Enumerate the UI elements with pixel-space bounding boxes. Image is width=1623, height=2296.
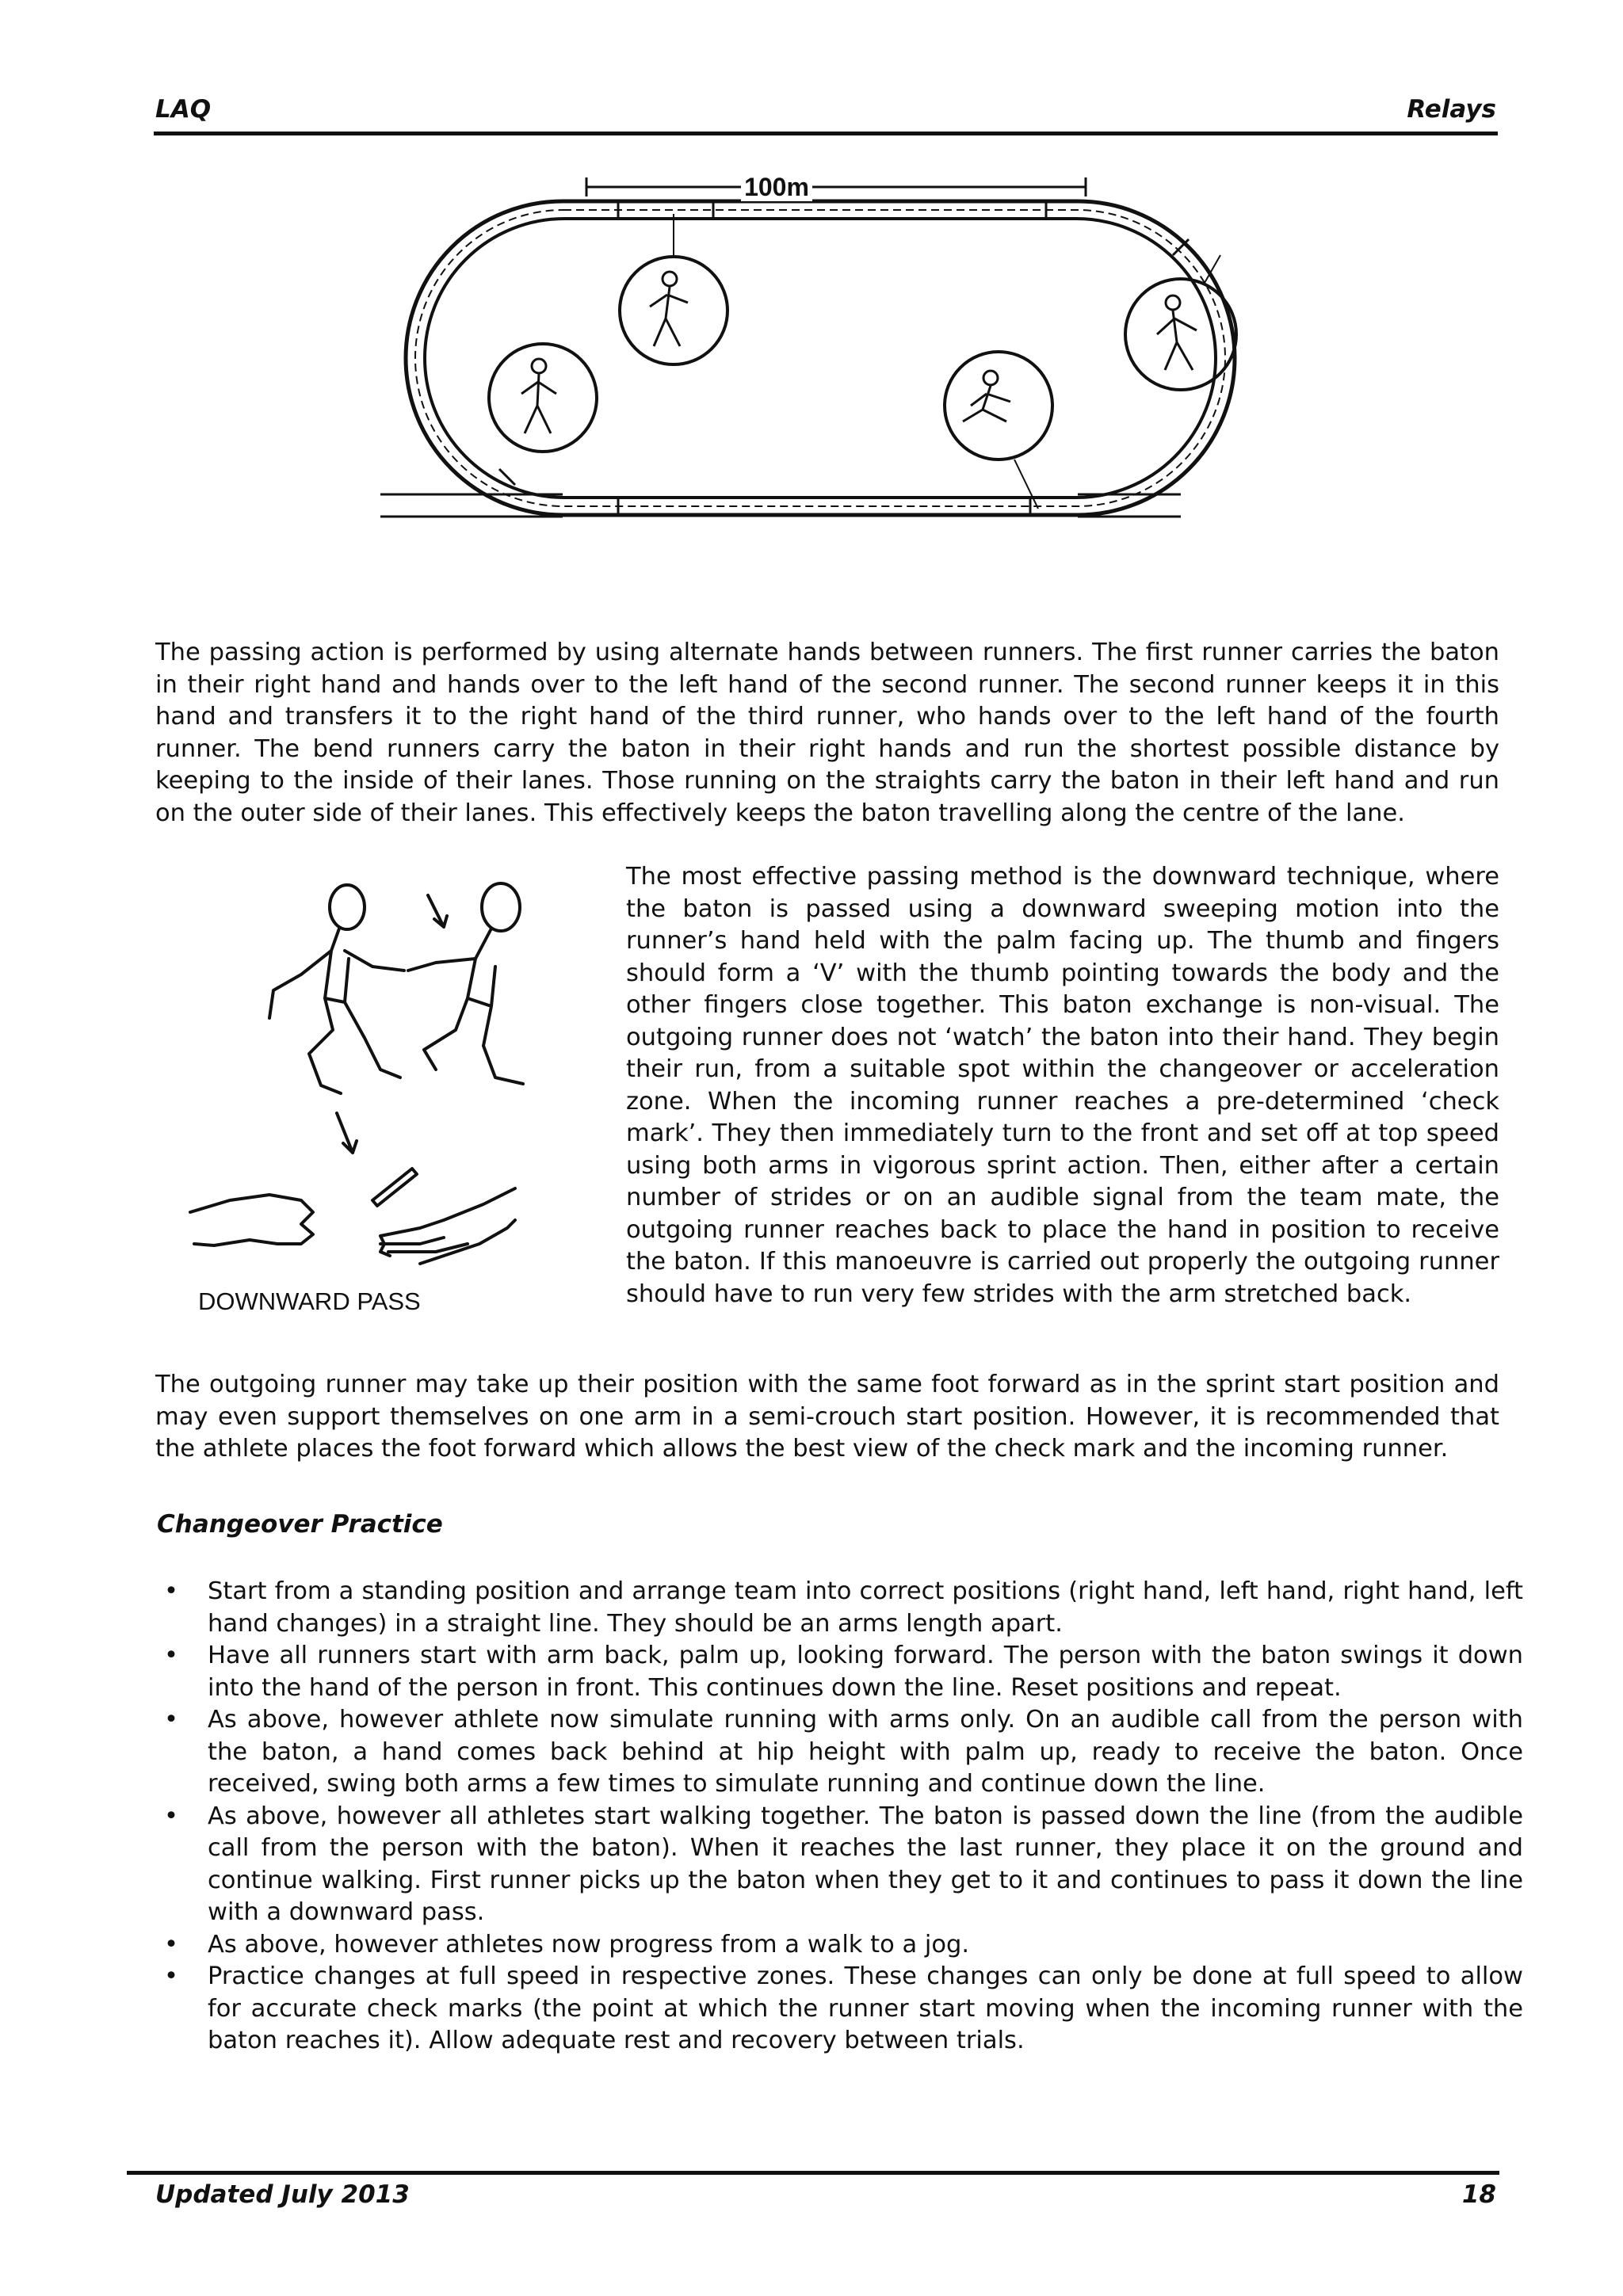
list-item: • As above, however athletes now progress from a walk to a jog. [164, 1930, 970, 1958]
footer-left: Updated July 2013 [155, 2180, 410, 2209]
paragraph-downward-technique: The most effective passing method is the downward technique, where the baton is passed using a downward sweeping motion into the runner’s hand held with the palm facing up. The thumb and fingers should form a ‘V’ with the thumb pointing towards the body and the other fingers close together. This baton exchange is non-visual. The outgoing runner does not ‘watch’ the baton into their hand. They begin their run, from a suitable spot within the changeover or acceleration zone. When the incoming runner reaches a pre-determined ‘check mark’. They then immediately turn to the front and set off at top speed using both arms in vigorous sprint action. Then, either after a certain number of strides or on an audible signal from the team mate, the outgoing runner reaches back to place the hand in position to receive the baton. If this manoeuvre is carried out properly the outgoing runner should have to run very few strides with the arm stretched back. [626, 863, 1499, 1308]
page-number: 18 [1461, 2180, 1496, 2209]
downward-pass-figure [182, 871, 594, 1323]
runner-circle-4 [1125, 279, 1236, 390]
paragraph-passing-action: The passing action is performed by using alternate hands between runners. The first runner carries the baton in their right hand and hands over to the left hand of the second runner. The second runner keeps it in this hand and transfers it to the right hand of the third runner, who hands over to the left hand of the fourth runner. The bend runners carry the baton in their right hands and run the shortest possible distance by keeping to the inside of their lanes. Those running on the straights carry the baton in their left hand and run on the outer side of their lanes. This effectively keeps the baton travelling along the centre of the lane. [155, 639, 1499, 827]
header-right: Relays [1407, 95, 1496, 124]
list-item: • Start from a standing position and arrange team into correct positions (right hand, left hand, right hand, left hand changes) in a straight line. They should be an arms length apart. [164, 1577, 1523, 1638]
paragraph-start-position: The outgoing runner may take up their position with the same foot forward as in the sprint start position and may even support themselves on one arm in a semi-crouch start position. However, it is recommended that the athlete places the foot forward which allows the best view of the check mark and the incoming runner. [155, 1371, 1499, 1463]
header-left: LAQ [155, 95, 212, 124]
list-item: • As above, however athlete now simulate running with arms only. On an audible call from the person with the baton, a hand comes back behind at hip height with palm up, ready to receive the baton. Once received, swing both arms a few times to simulate running and continue down the line. [164, 1706, 1523, 1798]
header-rule [154, 132, 1498, 135]
list-item: • As above, however all athletes start walking together. The baton is passed down the line (from the audible call from the person with the baton). When it reaches the last runner, they place it on the ground and continue walking. First runner picks up the baton when they get to it and continues to pass it down the line with a downward pass. [164, 1802, 1523, 1926]
distance-label: 100m [744, 173, 809, 201]
footer-rule [127, 2171, 1499, 2175]
relay-track-figure [380, 168, 1292, 540]
figure-caption: DOWNWARD PASS [198, 1287, 421, 1315]
list-item: • Practice changes at full speed in respective zones. These changes can only be done at full speed to allow for accurate check marks (the point at which the runner start moving when the incoming runner with the baton reaches it). Allow adequate rest and recovery between trials. [164, 1962, 1523, 2054]
section-title: Changeover Practice [157, 1510, 443, 1539]
runner-circle-3 [945, 352, 1052, 460]
list-item: • Have all runners start with arm back, palm up, looking forward. The person with the baton swings it down into the hand of the person in front. This continues down the line. Reset positions and repeat. [164, 1642, 1523, 1702]
changeover-practice-list [164, 1576, 1523, 2058]
